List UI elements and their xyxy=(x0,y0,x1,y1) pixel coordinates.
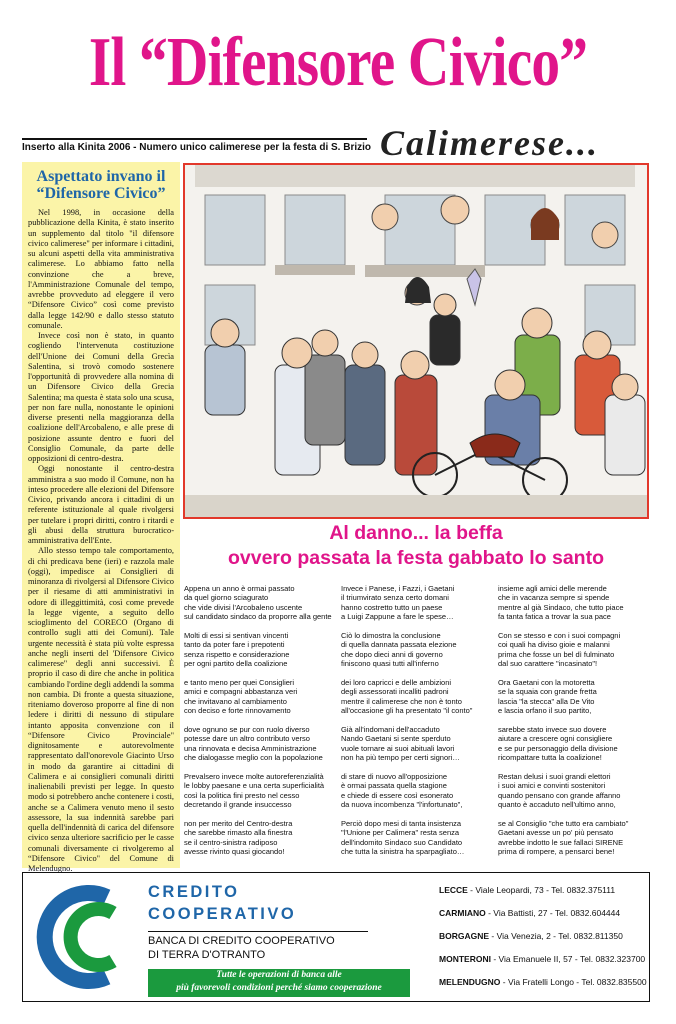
poem-stanza xyxy=(184,678,334,716)
masthead-subtitle: Calimerese... xyxy=(380,123,599,163)
poem-line: dell'indomito Sindaco suo Candidato xyxy=(341,837,463,847)
poem-line: Già all'indomani dell'accaduto xyxy=(341,725,440,735)
masthead-title: Il “Difensore Civico” xyxy=(88,24,588,101)
poem-line: da nuova incombenza "l'infortunato", xyxy=(341,800,463,810)
poem-line: prima che fosse un bel dì fulminato xyxy=(498,649,615,659)
poem-line: lascia "la stecca" alla De Vito xyxy=(498,696,595,706)
poem-line: vuole tornare ai suoi abituali lavori xyxy=(341,743,455,753)
poem-line: che invitavano al cambiamento xyxy=(184,696,287,706)
poem-line: coi quali ha diviso gioie e malanni xyxy=(498,640,610,650)
poem-line: Nando Gaetani si sente sperduto xyxy=(341,734,451,744)
poem-line: fa tanta fatica a trovar la sua pace xyxy=(498,612,611,622)
bank-name-line-2: DI TERRA D'OTRANTO xyxy=(148,949,266,961)
branch-address: - Via Emanuele II, 57 - Tel. 0832.323700 xyxy=(490,954,646,964)
poem-line: che vide divisi l'Arcobaleno uscente xyxy=(184,602,303,612)
poem-line: e se pur personaggio della divisione xyxy=(498,743,618,753)
poem-stanza xyxy=(498,584,648,622)
poem-column-3 xyxy=(498,584,648,866)
poem-line: non ha più tempo per certi signori… xyxy=(341,753,460,763)
poem-line: Restan delusi i suoi grandi elettori xyxy=(498,772,611,782)
poem-line: con deciso e forte rinnovamento xyxy=(184,706,291,716)
branch-town: BORGAGNE xyxy=(439,931,490,941)
bank-title xyxy=(148,881,296,925)
poem-stanza xyxy=(498,725,648,763)
poem-line: prima di rompere, a pensarci bene! xyxy=(498,847,615,857)
branch-item xyxy=(439,931,649,954)
poem-line: Perciò dopo mesi di tanta insistenza xyxy=(341,819,462,829)
bank-slogan-line-2: più favorevoli condizioni perché siamo cooperazione xyxy=(176,983,382,993)
poem-line: di stare di nuovo all'opposizione xyxy=(341,772,448,782)
poem-line: dove ognuno se pur con ruolo diverso xyxy=(184,725,310,735)
poem-line: da quel giorno sciagurato xyxy=(184,593,269,603)
poem-line: che dopo dieci anni di governo xyxy=(341,649,443,659)
poem-line: le lobby paesane e una certa superficialità xyxy=(184,781,325,791)
poem-stanza xyxy=(341,819,491,857)
poem-line: Appena un anno è ormai passato xyxy=(184,584,295,593)
poem-stanza xyxy=(341,678,491,716)
poem-column-1 xyxy=(184,584,334,866)
branch-item xyxy=(439,885,649,908)
poem-line: Ora Gaetani con la motoretta xyxy=(498,678,595,688)
sidebar-paragraph: Allo stesso tempo tale comportamento, di chi predicava bene (ieri) e razzola male (oggi), impedisce ai Consiglieri di minoranza di rivolgersi al Difensore Civico per il riesame di atti amministrativi in odore di illeggittimità, così come prevede la legge vigente, a seguito dello scioglimento del CORECO (Organo di controllo sugli atti dei Comuni). Tale urgente necessità è stata più volte espressa anche negli inserti del 'Difensore Civico calimerese" degli anni successivi. È proprio il caso di dire che anche in politica cambiando l'ordine degli addendi la somma non cambia. Di fronte a questa situazione, riteniamo doveroso proporre al fine di non ledere i diritti di nessuno di stipulare intanto apposita convenzione con il “Difensore Civico Provinciale" dignitosamente e autorevolmente rappresentato dall'onorevole Giacinto Urso in modo da garantire ai cittadini di Calimera e ai consiglieri comunali diritti inalienabili previsti per legge. In questo modo si potrebbero anche contenere i costi, anche se a Calimera venuto meno il sesto assessore, la sua indennità sarebbe pari quella dell'indennità di carica del difensore civico senza ulteriore sacrificio per le casse comunali diversamente ci rivolgeremo al “Difensore Civico" del Comune di Melendugno. xyxy=(28,546,174,873)
caricature-drawing xyxy=(185,165,647,517)
poem-line: finiscono quasi tutti all'inferno xyxy=(341,659,439,669)
poem-line: Invece i Panese, i Fazzi, i Gaetani xyxy=(341,584,455,593)
poem-stanza xyxy=(184,725,334,763)
poem-line: avesse rivinto quasi giocando! xyxy=(184,847,285,857)
poem-stanza xyxy=(341,725,491,763)
poem-line: Con se stesso e con i suoi compagni xyxy=(498,631,621,641)
poem-stanza xyxy=(498,631,648,669)
poem-line: insieme agli amici delle merende xyxy=(498,584,607,593)
bank-full-name xyxy=(148,931,368,962)
poem-line: dei loro capricci e delle ambizioni xyxy=(341,678,452,688)
poem-line: di quella dannata passata elezione xyxy=(341,640,457,650)
poem-line: che in vacanza sempre si spende xyxy=(498,593,610,603)
poem-stanza xyxy=(341,631,491,669)
poem-line: Prevalsero invece molte autoreferenzialità xyxy=(184,772,324,782)
poem-line: potesse dare un altro contributo verso xyxy=(184,734,310,744)
poem-line: Ciò lo dimostra la conclusione xyxy=(341,631,441,641)
poem-line: sul candidato sindaco da proporre alla gente xyxy=(184,612,332,622)
branch-address: - Via Fratelli Longo - Tel. 0832.835500 xyxy=(500,977,647,987)
sidebar-article xyxy=(22,162,180,873)
poem-line: che tutta la sinistra ha sparpagliato… xyxy=(341,847,465,857)
poem-line: dal suo carattere "incasinato"! xyxy=(498,659,598,669)
poem-stanza xyxy=(498,819,648,857)
poem-line: hanno costretto tutto un paese xyxy=(341,602,443,612)
branch-town: CARMIANO xyxy=(439,908,486,918)
sidebar-headline: Aspettato invano il “Difensore Civico” xyxy=(36,168,166,202)
poem-line: degli assessorati incalliti padroni xyxy=(341,687,449,697)
bank-title-line-1: CREDITO xyxy=(148,883,240,901)
poem-stanza xyxy=(341,584,491,622)
branch-address: - Via Battisti, 27 - Tel. 0832.604444 xyxy=(485,908,621,918)
poem-line: Gaetani avesse un po' più pensato xyxy=(498,828,614,838)
bank-slogan-line-1: Tutte le operazioni di banca alle xyxy=(216,970,342,980)
branch-address: - Viale Leopardi, 73 - Tel. 0832.375111 xyxy=(467,885,616,895)
poem-stanza xyxy=(184,631,334,669)
branch-town: MELENDUGNO xyxy=(439,977,501,987)
poem-stanza xyxy=(184,819,334,857)
bank-name-line-1: BANCA DI CREDITO COOPERATIVO xyxy=(148,935,335,947)
poem-line: sarebbe stato invece suo dovere xyxy=(498,725,607,735)
supplement-line: Inserto alla Kinita 2006 - Numero unico calimerese per la festa di S. Brizio xyxy=(22,138,367,153)
branch-item xyxy=(439,954,649,977)
poem-line: quanto è accaduto nell'ultimo anno, xyxy=(498,800,616,810)
poem-line: che sarebbe rimasto alla finestra xyxy=(184,828,293,838)
poem-line: all'occasione gli ha presentato "il conto" xyxy=(341,706,473,716)
poem-line: se al Consiglio "che tutto era cambiato" xyxy=(498,819,629,829)
poem-stanza xyxy=(498,772,648,810)
poem-line: una rinnovata e decisa Amministrazione xyxy=(184,743,317,753)
poem-line: non per merito del Centro-destra xyxy=(184,819,293,829)
poem-line: che dialogasse meglio con la popolazione xyxy=(184,753,323,763)
branch-item xyxy=(439,977,649,1000)
poem-line: avrebbe indotto le sue fallaci SIRENE xyxy=(498,837,624,847)
poem-line: il triumvirato senza certo domani xyxy=(341,593,449,603)
bank-logo xyxy=(29,879,139,995)
poem-column-2 xyxy=(341,584,491,866)
branch-town: MONTERONI xyxy=(439,954,491,964)
poem-line: e lascia orfano il suo partito, xyxy=(498,706,592,716)
poem-line: Molti di essi si sentivan vincenti xyxy=(184,631,289,641)
branch-address: - Via Venezia, 2 - Tel. 0832.811350 xyxy=(489,931,623,941)
poem-line: a Luigi Zappune a fare le spese… xyxy=(341,612,454,622)
poem-line: quando pensano con grande affanno xyxy=(498,790,621,800)
main-headline xyxy=(183,521,649,571)
bank-title-line-2: COOPERATIVO xyxy=(148,905,297,923)
poem-line: mentre il calimerese che non è tonto xyxy=(341,696,462,706)
bank-slogan xyxy=(148,969,410,997)
poem-stanza xyxy=(341,772,491,810)
poem-line: mentre al già Sindaco, che tutto piace xyxy=(498,602,624,612)
poem-line: tanto da poter fare i prepotenti xyxy=(184,640,285,650)
branch-item xyxy=(439,908,649,931)
poem-line: per ogni partito della coalizione xyxy=(184,659,288,669)
sidebar-paragraph: Oggi nonostante il centro-destra amministra a suo modo il Comune, non ha inteso procedere alle elezioni del Difensore Civico, privando ancora i cittadini di un referente istituzionale al quale rivolgersi per tutelare i propri diritti, contro i ritardi e gli abusi della struttura burocratico-amministrativa dell'Ente. xyxy=(28,464,174,545)
headline-line-1: Al danno... la beffa xyxy=(329,522,503,544)
sidebar-paragraph: Invece così non è stato, in quanto cogliendo l'intervenuta costituzione dell'Unione dei Comuni della Grecìa Salentina, si trovò comodo sostenere l'opportunità di provvedere alla nomina di un Difensore Civico della Grecia Salentina; ma questa è stata solo una scusa, per non fare nulla, nonostante le opinioni diverse presenti nella maggioranza della coalizione dell'Arcobaleno, e alle prese di posizione assunte dentro e fuori del Consiglio Comunale, da parte delle opposizioni di centro-destra. xyxy=(28,331,174,463)
poem-line: decretando il grande insuccesso xyxy=(184,800,292,810)
poem-line: così la politica fini presto nel cesso xyxy=(184,790,300,800)
headline-line-2: ovvero passata la festa gabbato lo santo xyxy=(227,547,605,569)
sidebar-paragraph: Nel 1998, in occasione della pubblicazione della Kinita, è stato inserito un supplemento dal titolo "il difensore civico calimerese" per informare i cittadini, su alcuni aspetti della vita amministrativa calimerese. Lo abbiamo fatto nella convinzione che a breve, l'Amministrazione Comunale del tempo, avrebbe provveduto ad eleggere il vero “Difensore Civico” così come previsto dalla legge 142/90 e dallo stesso statuto comunale. xyxy=(28,208,174,330)
poem-stanza xyxy=(184,772,334,810)
poem-line: "l'Unione per Calimera" resta senza xyxy=(341,828,460,838)
branch-town: LECCE xyxy=(439,885,468,895)
poem-line: se la squaia con grande fretta xyxy=(498,687,597,697)
poem-line: i suoi amici e convinti sostenitori xyxy=(498,781,606,791)
caricature-illustration xyxy=(183,163,649,519)
poem-line: è ormai passata quella stagione xyxy=(341,781,447,791)
poem-line: se il centro-sinistra radiposo xyxy=(184,837,278,847)
poem-line: e chiede di essere così esonerato xyxy=(341,790,454,800)
bank-advertisement xyxy=(22,872,650,1002)
poem-line: e tanto meno per quei Consiglieri xyxy=(184,678,295,688)
poem-line: senza rispetto e considerazione xyxy=(184,649,290,659)
poem-line: ricompattare tutta la coalizione! xyxy=(498,753,602,763)
poem-stanza xyxy=(184,584,334,622)
poem-stanza xyxy=(498,678,648,716)
branch-list xyxy=(439,885,649,1000)
poem-line: amici e compagni abbastanza veri xyxy=(184,687,298,697)
poem-line: aiutare a crescere ogni consigliere xyxy=(498,734,613,744)
